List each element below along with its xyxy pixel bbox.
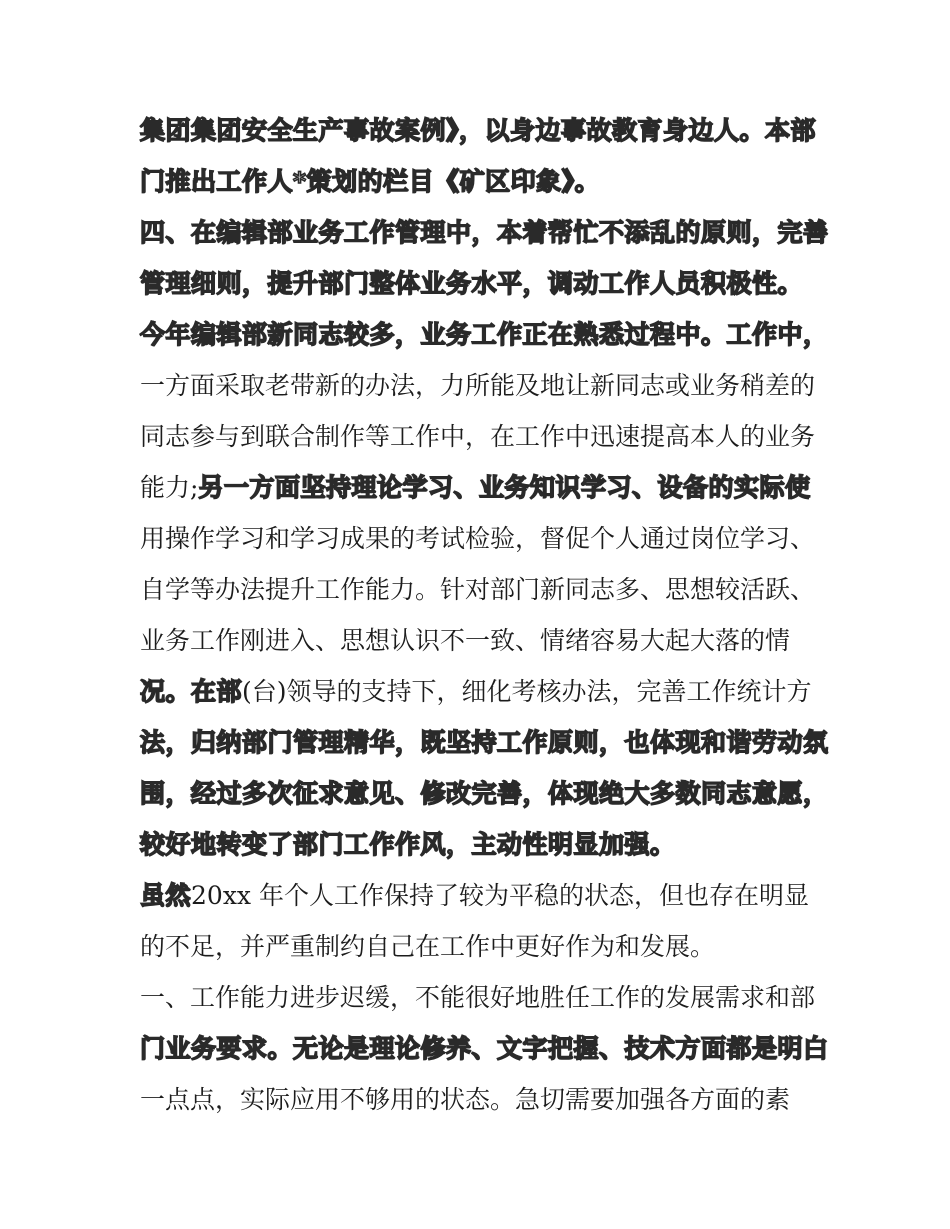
plain-text: 20xx 年个人工作保持了较为平稳的状态，但也存在明显 [191,881,809,910]
outlined-text: 四、在编辑部业务工作管理中，本着帮忙不添乱的原则，完善 [140,218,829,247]
text-line [140,264,803,304]
text-line [140,723,829,763]
outlined-text: 集团集团安全生产事故案例》，以身边事故教育身边人。本部 [140,116,817,145]
plain-text: 一点点，实际应用不够用的状态。急切需要加强各方面的素 [140,1085,791,1114]
outlined-text: 门推出工作人*策划的栏目《矿区印象》。 [140,167,601,196]
outlined-text: 今年编辑部新同志较多，业务工作正在熟悉过程中。工作中， [140,320,829,349]
text-line [140,621,790,661]
plain-text: 同志参与到联合制作等工作中，在工作中迅速提高本人的业务 [140,422,816,451]
text-line [140,1029,829,1069]
text-line [140,774,829,814]
text-line [140,825,676,865]
plain-text: (台)领导的支持下，细化考核办法，完善工作统计方 [242,677,812,706]
plain-text: 一方面采取老带新的办法，力所能及地让新同志或业务稍差的 [140,371,816,400]
text-line [140,1080,790,1120]
text-line [140,672,812,712]
plain-text: 用操作学习和学习成果的考试检验，督促个人通过岗位学习、 [140,524,816,553]
plain-text: 自学等办法提升工作能力。针对部门新同志多、思想较活跃、 [140,575,816,604]
outlined-text: 围，经过多次征求意见、修改完善，体现绝大多数同志意愿， [140,779,829,808]
text-line [140,927,715,967]
outlined-text: 管理细则，提升部门整体业务水平，调动工作人员积极性。 [140,269,804,298]
text-line [140,876,809,916]
plain-text: 的不足，并严重制约自己在工作中更好作为和发展。 [140,932,716,961]
outlined-text: 况。在部 [140,677,243,706]
plain-text: 能力; [140,473,199,502]
outlined-text: 法，归纳部门管理精华，既坚持工作原则，也体现和谐劳动氛 [140,728,829,757]
text-line [140,468,810,508]
plain-text: 一、工作能力进步迟缓，不能很好地胜任工作的发展需求和部 [140,983,816,1012]
text-line [140,417,815,457]
text-line [140,162,600,202]
plain-text: 业务工作刚进入、思想认识不一致、情绪容易大起大落的情 [140,626,791,655]
text-line [140,519,815,559]
text-line [140,366,815,406]
text-line [140,570,815,610]
text-line [140,213,829,253]
outlined-text: 另一方面坚持理论学习、业务知识学习、设备的实际使 [198,473,811,502]
outlined-text: 虽然 [140,881,192,910]
outlined-text: 较好地转变了部门工作作风，主动性明显加强。 [140,830,676,859]
text-line [140,978,815,1018]
outlined-text: 门业务要求。无论是理论修养、文字把握、技术方面都是明白 [140,1034,829,1063]
text-line [140,111,816,151]
text-line [140,315,829,355]
